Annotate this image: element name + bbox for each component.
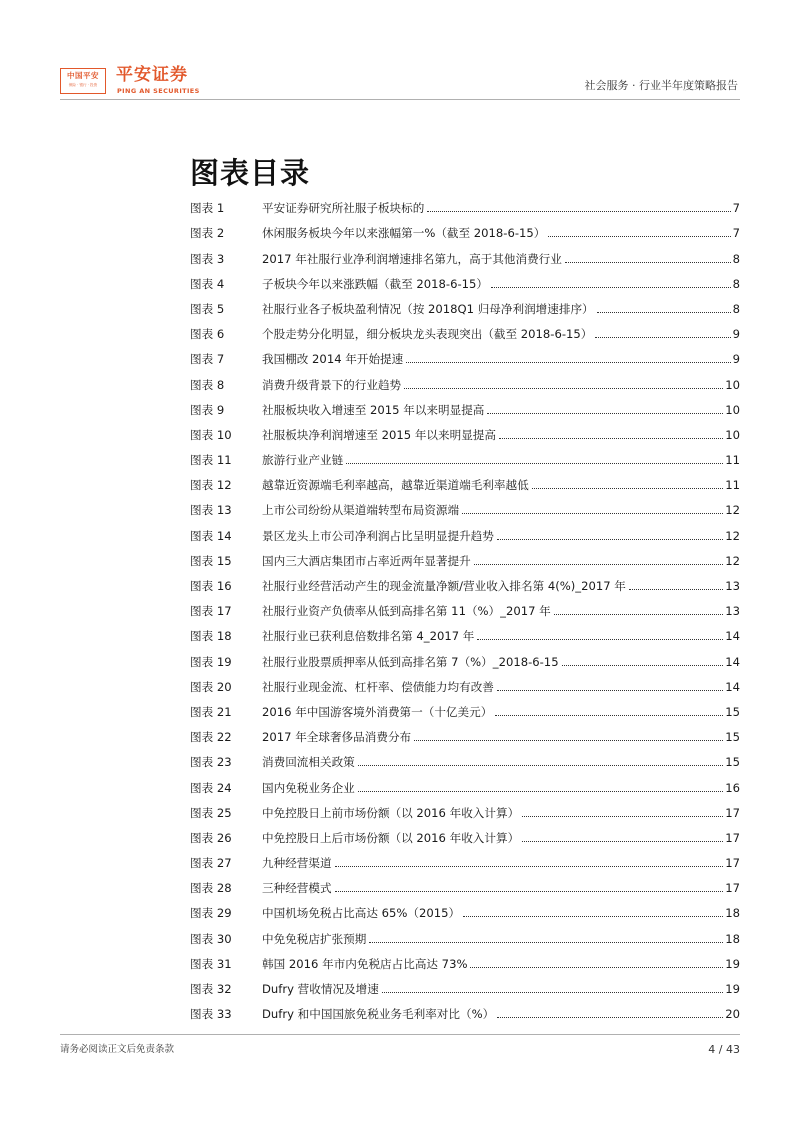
toc-entry[interactable] <box>190 796 740 821</box>
toc-entry-title: 旅游行业产业链 <box>262 453 344 468</box>
toc-entry[interactable] <box>190 594 740 619</box>
toc-entry-title: 国内免税业务企业 <box>262 780 355 795</box>
toc-entry-label: 图表 14 <box>190 528 232 543</box>
toc-entry-title: 中国机场免税占比高达 65%（2015） <box>262 906 461 921</box>
dot-leader <box>358 791 723 792</box>
dot-leader <box>497 690 723 691</box>
toc-entry-label: 图表 33 <box>190 1007 232 1022</box>
toc-entry-page: 12 <box>725 503 740 518</box>
dot-leader <box>335 866 724 867</box>
figure-list <box>190 191 740 1022</box>
dot-leader <box>463 916 723 917</box>
toc-entry-page: 13 <box>725 604 740 619</box>
toc-entry-label: 图表 24 <box>190 780 232 795</box>
toc-entry-label: 图表 30 <box>190 931 232 946</box>
dot-leader <box>595 337 730 338</box>
toc-entry-label: 图表 3 <box>190 251 225 266</box>
logo-badge-subtext: 保险 · 银行 · 投资 <box>68 82 98 87</box>
report-title: 社会服务 · 行业半年度策略报告 <box>584 79 738 92</box>
brand-name-en: PING AN SECURITIES <box>117 87 200 95</box>
toc-entry-page: 14 <box>725 679 740 694</box>
toc-entry[interactable] <box>190 342 740 367</box>
dot-leader <box>497 539 723 540</box>
dot-leader <box>548 236 730 237</box>
toc-entry[interactable] <box>190 846 740 871</box>
toc-entry-title: 休闲服务板块今年以来涨幅第一%（截至 2018-6-15） <box>262 226 546 241</box>
toc-entry-label: 图表 17 <box>190 604 232 619</box>
toc-entry-title: 社服行业股票质押率从低到高排名第 7（%）_2018-6-15 <box>262 654 559 669</box>
toc-entry-page: 7 <box>732 226 740 241</box>
toc-entry[interactable] <box>190 997 740 1022</box>
dot-leader <box>404 388 723 389</box>
toc-entry[interactable] <box>190 216 740 241</box>
toc-entry-page: 10 <box>725 402 740 417</box>
toc-entry[interactable] <box>190 770 740 795</box>
toc-entry-title: 中免控股日上前市场份额（以 2016 年收入计算） <box>262 805 520 820</box>
toc-entry[interactable] <box>190 896 740 921</box>
dot-leader <box>474 564 724 565</box>
toc-entry-label: 图表 27 <box>190 856 232 871</box>
toc-entry-page: 8 <box>732 276 740 291</box>
toc-entry[interactable] <box>190 367 740 392</box>
dot-leader <box>470 967 723 968</box>
toc-entry-page: 9 <box>732 327 740 342</box>
toc-entry-page: 13 <box>725 579 740 593</box>
dot-leader <box>532 488 724 489</box>
toc-entry-page: 17 <box>725 830 740 845</box>
dot-leader <box>499 438 723 439</box>
toc-entry-title: 景区龙头上市公司净利润占比呈明显提升趋势 <box>262 528 494 543</box>
toc-entry-label: 图表 28 <box>190 881 232 896</box>
toc-entry-title: 社服行业经营活动产生的现金流量净额/营业收入排名第 4(%)_2017 年 <box>262 579 626 593</box>
toc-entry-title: 社服板块收入增速至 2015 年以来明显提高 <box>262 402 485 417</box>
toc-entry[interactable] <box>190 619 740 644</box>
dot-leader <box>522 841 723 842</box>
toc-entry[interactable] <box>190 947 740 972</box>
toc-entry[interactable] <box>190 871 740 896</box>
dot-leader <box>495 715 723 716</box>
toc-entry-page: 18 <box>725 931 740 946</box>
toc-entry[interactable] <box>190 644 740 669</box>
page-number: 4 / 43 <box>708 1043 740 1056</box>
toc-entry[interactable] <box>190 241 740 266</box>
toc-entry-page: 15 <box>725 755 740 770</box>
toc-entry-title: 中免免税店扩张预期 <box>262 931 367 946</box>
toc-entry-label: 图表 25 <box>190 805 232 820</box>
dot-leader <box>462 513 723 514</box>
toc-entry[interactable] <box>190 267 740 292</box>
toc-entry[interactable] <box>190 518 740 543</box>
dot-leader <box>565 262 731 263</box>
toc-entry[interactable] <box>190 443 740 468</box>
toc-entry[interactable] <box>190 418 740 443</box>
toc-entry-title: 个股走势分化明显，细分板块龙头表现突出（截至 2018-6-15） <box>262 327 593 342</box>
toc-entry-title: 消费回流相关政策 <box>262 755 355 770</box>
toc-entry-title: 社服行业各子板块盈利情况（按 2018Q1 归母净利润增速排序） <box>262 301 594 316</box>
dot-leader <box>414 740 723 741</box>
dot-leader <box>554 614 724 615</box>
toc-entry-label: 图表 4 <box>190 276 225 291</box>
toc-entry-title: 三种经营模式 <box>262 881 332 896</box>
toc-entry[interactable] <box>190 720 740 745</box>
toc-entry[interactable] <box>190 493 740 518</box>
dot-leader <box>477 639 723 640</box>
toc-entry[interactable] <box>190 544 740 569</box>
toc-entry-label: 图表 18 <box>190 629 232 644</box>
toc-entry-label: 图表 1 <box>190 201 225 216</box>
dot-leader <box>491 287 731 288</box>
dot-leader <box>382 992 723 993</box>
toc-entry-page: 11 <box>725 478 740 493</box>
toc-entry-page: 14 <box>725 629 740 644</box>
toc-entry-label: 图表 8 <box>190 377 225 392</box>
footer-divider <box>60 1034 740 1035</box>
toc-entry-title: 消费升级背景下的行业趋势 <box>262 377 402 392</box>
toc-entry-page: 12 <box>725 553 740 568</box>
toc-entry-page: 15 <box>725 730 740 745</box>
toc-entry-label: 图表 20 <box>190 679 232 694</box>
toc-entry-title: 平安证券研究所社服子板块标的 <box>262 201 425 216</box>
toc-entry-label: 图表 11 <box>190 453 232 468</box>
toc-entry-title: Dufry 营收情况及增速 <box>262 982 379 996</box>
toc-entry-label: 图表 13 <box>190 503 232 518</box>
brand-name-cn: 平安证券 <box>116 65 188 85</box>
toc-entry-page: 19 <box>725 956 740 971</box>
toc-entry-label: 图表 2 <box>190 226 225 241</box>
toc-entry[interactable] <box>190 670 740 695</box>
toc-entry-label: 图表 10 <box>190 427 232 442</box>
toc-entry-page: 8 <box>732 251 740 266</box>
dot-leader <box>358 765 723 766</box>
toc-entry-title: 2017 年全球奢侈品消费分布 <box>262 730 412 745</box>
dot-leader <box>487 413 723 414</box>
toc-entry-title: 越靠近资源端毛利率越高，越靠近渠道端毛利率越低 <box>262 478 529 493</box>
toc-entry-label: 图表 22 <box>190 730 232 745</box>
header-divider <box>60 99 740 100</box>
toc-entry-page: 7 <box>732 201 740 216</box>
dot-leader <box>597 312 731 313</box>
toc-entry-title: 2017 年社服行业净利润增速排名第九，高于其他消费行业 <box>262 251 562 266</box>
dot-leader <box>522 816 723 817</box>
toc-entry-label: 图表 12 <box>190 478 232 493</box>
toc-entry[interactable] <box>190 821 740 846</box>
toc-entry-label: 图表 29 <box>190 906 232 921</box>
toc-entry-page: 9 <box>732 352 740 367</box>
toc-entry-page: 17 <box>725 881 740 896</box>
toc-entry[interactable] <box>190 745 740 770</box>
toc-entry-title: 子板块今年以来涨跌幅（截至 2018-6-15） <box>262 276 488 291</box>
toc-entry-label: 图表 5 <box>190 301 225 316</box>
toc-entry-page: 18 <box>725 906 740 921</box>
toc-entry-title: Dufry 和中国国旅免税业务毛利率对比（%） <box>262 1007 495 1022</box>
toc-entry-title: 九种经营渠道 <box>262 856 332 871</box>
dot-leader <box>406 362 730 363</box>
toc-entry-page: 17 <box>725 856 740 871</box>
toc-entry-page: 12 <box>725 528 740 543</box>
toc-entry-page: 10 <box>725 427 740 442</box>
toc-entry[interactable] <box>190 972 740 997</box>
toc-entry-page: 15 <box>725 704 740 719</box>
dot-leader <box>629 589 723 590</box>
page-title: 图表目录 <box>190 156 311 191</box>
ping-an-group-logo <box>60 68 106 94</box>
toc-entry-page: 16 <box>725 780 740 795</box>
toc-entry-label: 图表 7 <box>190 352 225 367</box>
toc-entry-label: 图表 21 <box>190 704 232 719</box>
toc-entry-label: 图表 15 <box>190 553 232 568</box>
toc-entry-page: 20 <box>725 1007 740 1022</box>
toc-entry[interactable] <box>190 292 740 317</box>
toc-entry[interactable] <box>190 468 740 493</box>
dot-leader <box>427 211 730 212</box>
toc-entry-page: 10 <box>725 377 740 392</box>
toc-entry-title: 我国棚改 2014 年开始提速 <box>262 352 404 367</box>
footer-disclaimer: 请务必阅读正文后免责条款 <box>60 1044 175 1055</box>
toc-entry[interactable] <box>190 317 740 342</box>
toc-entry-page: 19 <box>725 982 740 996</box>
toc-entry-page: 11 <box>725 453 740 468</box>
toc-entry[interactable] <box>190 569 740 594</box>
toc-entry[interactable] <box>190 191 740 216</box>
toc-entry[interactable] <box>190 393 740 418</box>
toc-entry-label: 图表 9 <box>190 402 225 417</box>
toc-entry-page: 17 <box>725 805 740 820</box>
toc-entry[interactable] <box>190 921 740 946</box>
dot-leader <box>335 891 724 892</box>
toc-entry-title: 社服行业现金流、杠杆率、偿债能力均有改善 <box>262 679 494 694</box>
toc-entry[interactable] <box>190 695 740 720</box>
dot-leader <box>497 1017 723 1018</box>
dot-leader <box>369 942 723 943</box>
toc-entry-label: 图表 26 <box>190 830 232 845</box>
toc-entry-title: 韩国 2016 年市内免税店占比高达 73% <box>262 956 468 971</box>
toc-entry-title: 社服板块净利润增速至 2015 年以来明显提高 <box>262 427 496 442</box>
dot-leader <box>346 463 723 464</box>
toc-entry-label: 图表 6 <box>190 327 225 342</box>
logo-badge-text: 中国平安 <box>67 71 99 80</box>
toc-entry-page: 14 <box>725 654 740 669</box>
toc-entry-label: 图表 32 <box>190 982 232 996</box>
toc-entry-title: 国内三大酒店集团市占率近两年显著提升 <box>262 553 471 568</box>
toc-entry-title: 社服行业资产负债率从低到高排名第 11（%）_2017 年 <box>262 604 551 619</box>
toc-entry-title: 中免控股日上后市场份额（以 2016 年收入计算） <box>262 830 520 845</box>
dot-leader <box>562 665 724 666</box>
toc-entry-title: 2016 年中国游客境外消费第一（十亿美元） <box>262 704 493 719</box>
toc-entry-label: 图表 16 <box>190 579 232 593</box>
page-header <box>0 0 800 100</box>
toc-entry-page: 8 <box>732 301 740 316</box>
toc-entry-label: 图表 31 <box>190 956 232 971</box>
toc-entry-label: 图表 23 <box>190 755 232 770</box>
toc-entry-label: 图表 19 <box>190 654 232 669</box>
toc-entry-title: 社服行业已获利息倍数排名第 4_2017 年 <box>262 629 475 644</box>
toc-entry-title: 上市公司纷纷从渠道端转型布局资源端 <box>262 503 460 518</box>
